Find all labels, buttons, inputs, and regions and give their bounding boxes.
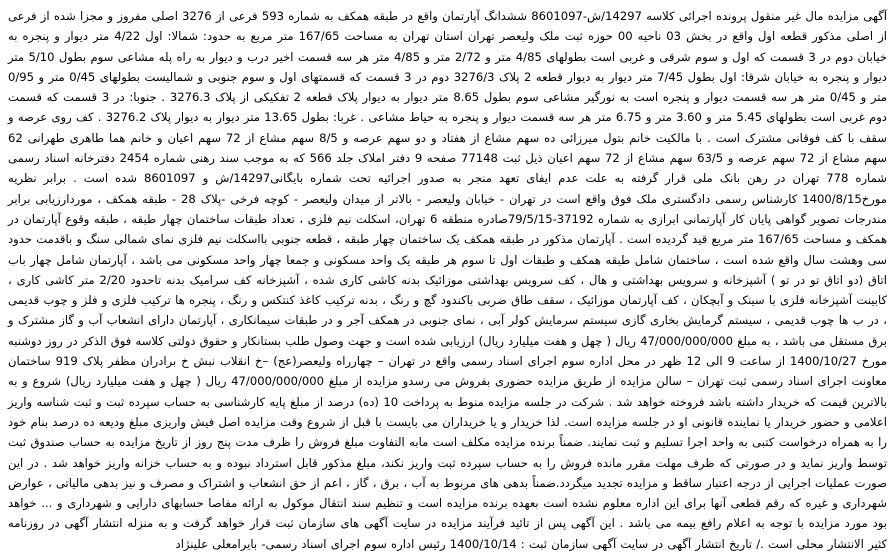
auction-notice-text: آگهی مزایده مال غیر منقول پرونده اجرائی کلاسه 14297/ش-8601097 ششدانگ آپارتمان واقع در طبقه همکف به شماره 593 فرعی از 3276 اصلی مفروز و مجزا شده از فرعی از اصلی مذکور قطعه اول واقع در بخش 03 ناحیه 00 حوزه ثبت ملک ولیعصر تهران استان تهران به مساحت 167/65 متر مربع به حدود: شمالا: اول 4/22 متر دیوار و پنجره به خیابان دوم در 3 قسمت که اول و سوم شرقی و غربی است بطولهای 4/85 متر و 2/72 متر و 4/85 متر هر سه قسمت اخیر درب و دیوار به راه پله مشاعی سوم بطول 5/10 متر دیوار و پنجره به خیابان شرقا: اول بطول 7/45 متر دیوار به دیوار قطعه 2 پلاک 3276/3 دوم در 3 قسمت که قسمتهای اول و سوم جنوبی و شمالیست بطولهای 0/45 متر و 0/95 متر و 0/45 متر هر سه قسمت دیوار و پنجره است به نورگیر مشاعی سوم بطول 8.65 متر دیوار به دیوار پلاک قطعه 2 تفکیکی از پلاک 3276.3 . جنوبا: در 3 قسمت که قسمت دوم غربی است بطولهای 5.45 متر و 3.60 متر و 6.75 متر هر سه قسمت دیوار و پنجره به حیاط مشاعی . غربا: بطول 13.65 متر دیوار به دیوار پلاک 3276.2 . کف روی عرصه و سقف با کف فوقانی مشترک است . با مالکیت خانم بتول میرزائی ده سهم مشاع از هفتاد و دو سهم عرصه و 8/5 سهم مشاع از 72 سهم اعیان و خانم هما طاهری طهرانی 62 سهم مشاع از 72 سهم عرصه و 63/5 سهم مشاع از 72 سهم اعیان ذیل ثبت 77148 صفحه 9 دفتر املاک جلد 566 که به موجب سند رهنی شماره 2454 دفترخانه اسناد رسمی شماره 778 تهران در رهن بانک ملی قرار گرفته به علت عدم ایفای تعهد منجر به صدور اجرائیه تحت شماره بایگانی14297/ش و 8601097 شده است . برابر نظریه مورخ1400/8/15 کارشناس رسمی دادگستری ملک فوق واقع است در تهران - خیابان ولیعصر - بالاتر از میدان ولیعصر - کوچه فرخی -پلاک 28 - طبقه همکف ، موردارزیابی برابر مندرجات تصویر گواهی پایان کار آپارتمانی ابرازی به شماره 37192-79/5/15صادره منطقه 6 تهران، اسکلت نیم فلزی ، تعداد طبقات ساختمان چهار طبقه ، طبقه وقوع آپارتمان در همکف و مساحت 167/65 متر مربع قید گردیده است . آپارتمان مذکور در طبقه همکف یک ساختمان چهار طبقه ، قطعه جنوبی بااسکلت نیم فلزی نمای شمالی سنگ و باقدمت حدود سی وهشت سال واقع شده است ، ساختمان شامل طبقه همکف و طبقات اول تا سوم هر طبقه یک واحد مسکونی و جمعا چهار واحد مسکونی می باشد ، آپارتمان شامل چهار باب اتاق (دو اتاق تو در تو ) آشپزخانه و سرویس بهداشتی و هال ، کف سرویس بهداشتی موزائیک بدنه کاشی کاری شده ، آشپزخانه کف سرامیک بدنه تاحدود 2/20 متر کاشی کاری ، کابینت آشپزخانه فلزی با سینک و آبچکان ، کف آپارتمان موزائیک ، سقف طاق ضربی باکندود گچ و رنگ ، بدنه ترکیب کاغذ کنتکس و رنگ ، پنجره ها ترکیب فلزی و فلز و چوب قدیمی ، در ب ها چوب قدیمی ، سیستم گرمایش بخاری گازی سیستم سرمایش کولر آبی ، نمای جنوبی در همکف آجر و در طبقات سیمانکاری ، آپارتمان دارای انشعاب آب و گاز مشترک و برق مستقل می باشد ، به مبلغ 47/000/000/000 ریال ( چهل و هفت میلیارد ریال) ارزیابی شده است و جهت وصول طلب بستانکار و حقوق دولتی کلاسه فوق الذکر در روز دوشنبه مورخ 1400/10/27 از ساعت 9 الی 12 ظهر در محل اداره سوم اجرای اسناد رسمی واقع در تهران – چهارراه ولیعصر(عج) –خ انقلاب نبش خ برادران مظفر پلاک 919 ساختمان معاونت اجرای اسناد رسمی ثبت تهران – سالن مزایده از طریق مزایده حضوری بفروش می رسدو مزایده از مبلغ 47/000/000/000 ریال ( چهل و هفت میلیارد ریال) شروع و به بالاترین قیمت که خریدار داشته باشد فروخته خواهد شد . شرکت در جلسه مزایده منوط به پرداخت 10 (ده) درصد از مبلغ پایه کارشناسی به حساب سپرده ثبت و ثبت شناسه واریز اعلامی و حضور خریدار یا نماینده قانونی او در جلسه مزایده است. لذا خریدار و یا خریداران می بایست با قبل از شروع وقت مزایده اصل فیش واریزی مبلغ ودیعه ده درصد بنام خود را به همراه درخواست کتبی به واحد اجرا تسلیم و ثبت نمایند. ضمناً برنده مزایده مکلف است مابه التفاوت مبلغ فروش را ظرف مدت پنج روز از تاریخ مزایده به حساب صندوق ثبت توسط واریز نماید و در صورتی که ظرف مهلت مقرر مانده فروش را به حساب سپرده ثبت واریز نکند، مبلغ مذکور قابل استرداد نبوده و به حساب خزانه واریز خواهد شد . در این صورت عملیات اجرایی از درجه اعتبار ساقط و مزایده تجدید میگردد.ضمناً بدهی های مربوط به آب ، برق ، گاز ، اعم از حق انشعاب و اشتراک و مصرف و نیز بدهی مالیاتی ، عوارض شهرداری و غیره که رقم قطعی آنها برای این اداره معلوم نشده است بعهده برنده مزایده است و تنظیم سند انتقال موکول به ارائه مفاصا حسابهای دارایی و شهرداری و ... خواهد بود مورد مزایده با توجه به اعلام رافع بیمه می باشد . این آگهی پس از تائید فرآیند مزایده در سایت آگهی های سازمان ثبت قرار خواهد گرفت و به منزله انتشار آگهی در روزنامه کثیر الانتشار محلی است ./ تاریخ انتشار آگهی در سایت آگهی سازمان ثبت : 1400/10/14 رئیس اداره سوم اجرای اسناد رسمی- بایرامعلی علینژاد: [8, 9, 888, 551]
